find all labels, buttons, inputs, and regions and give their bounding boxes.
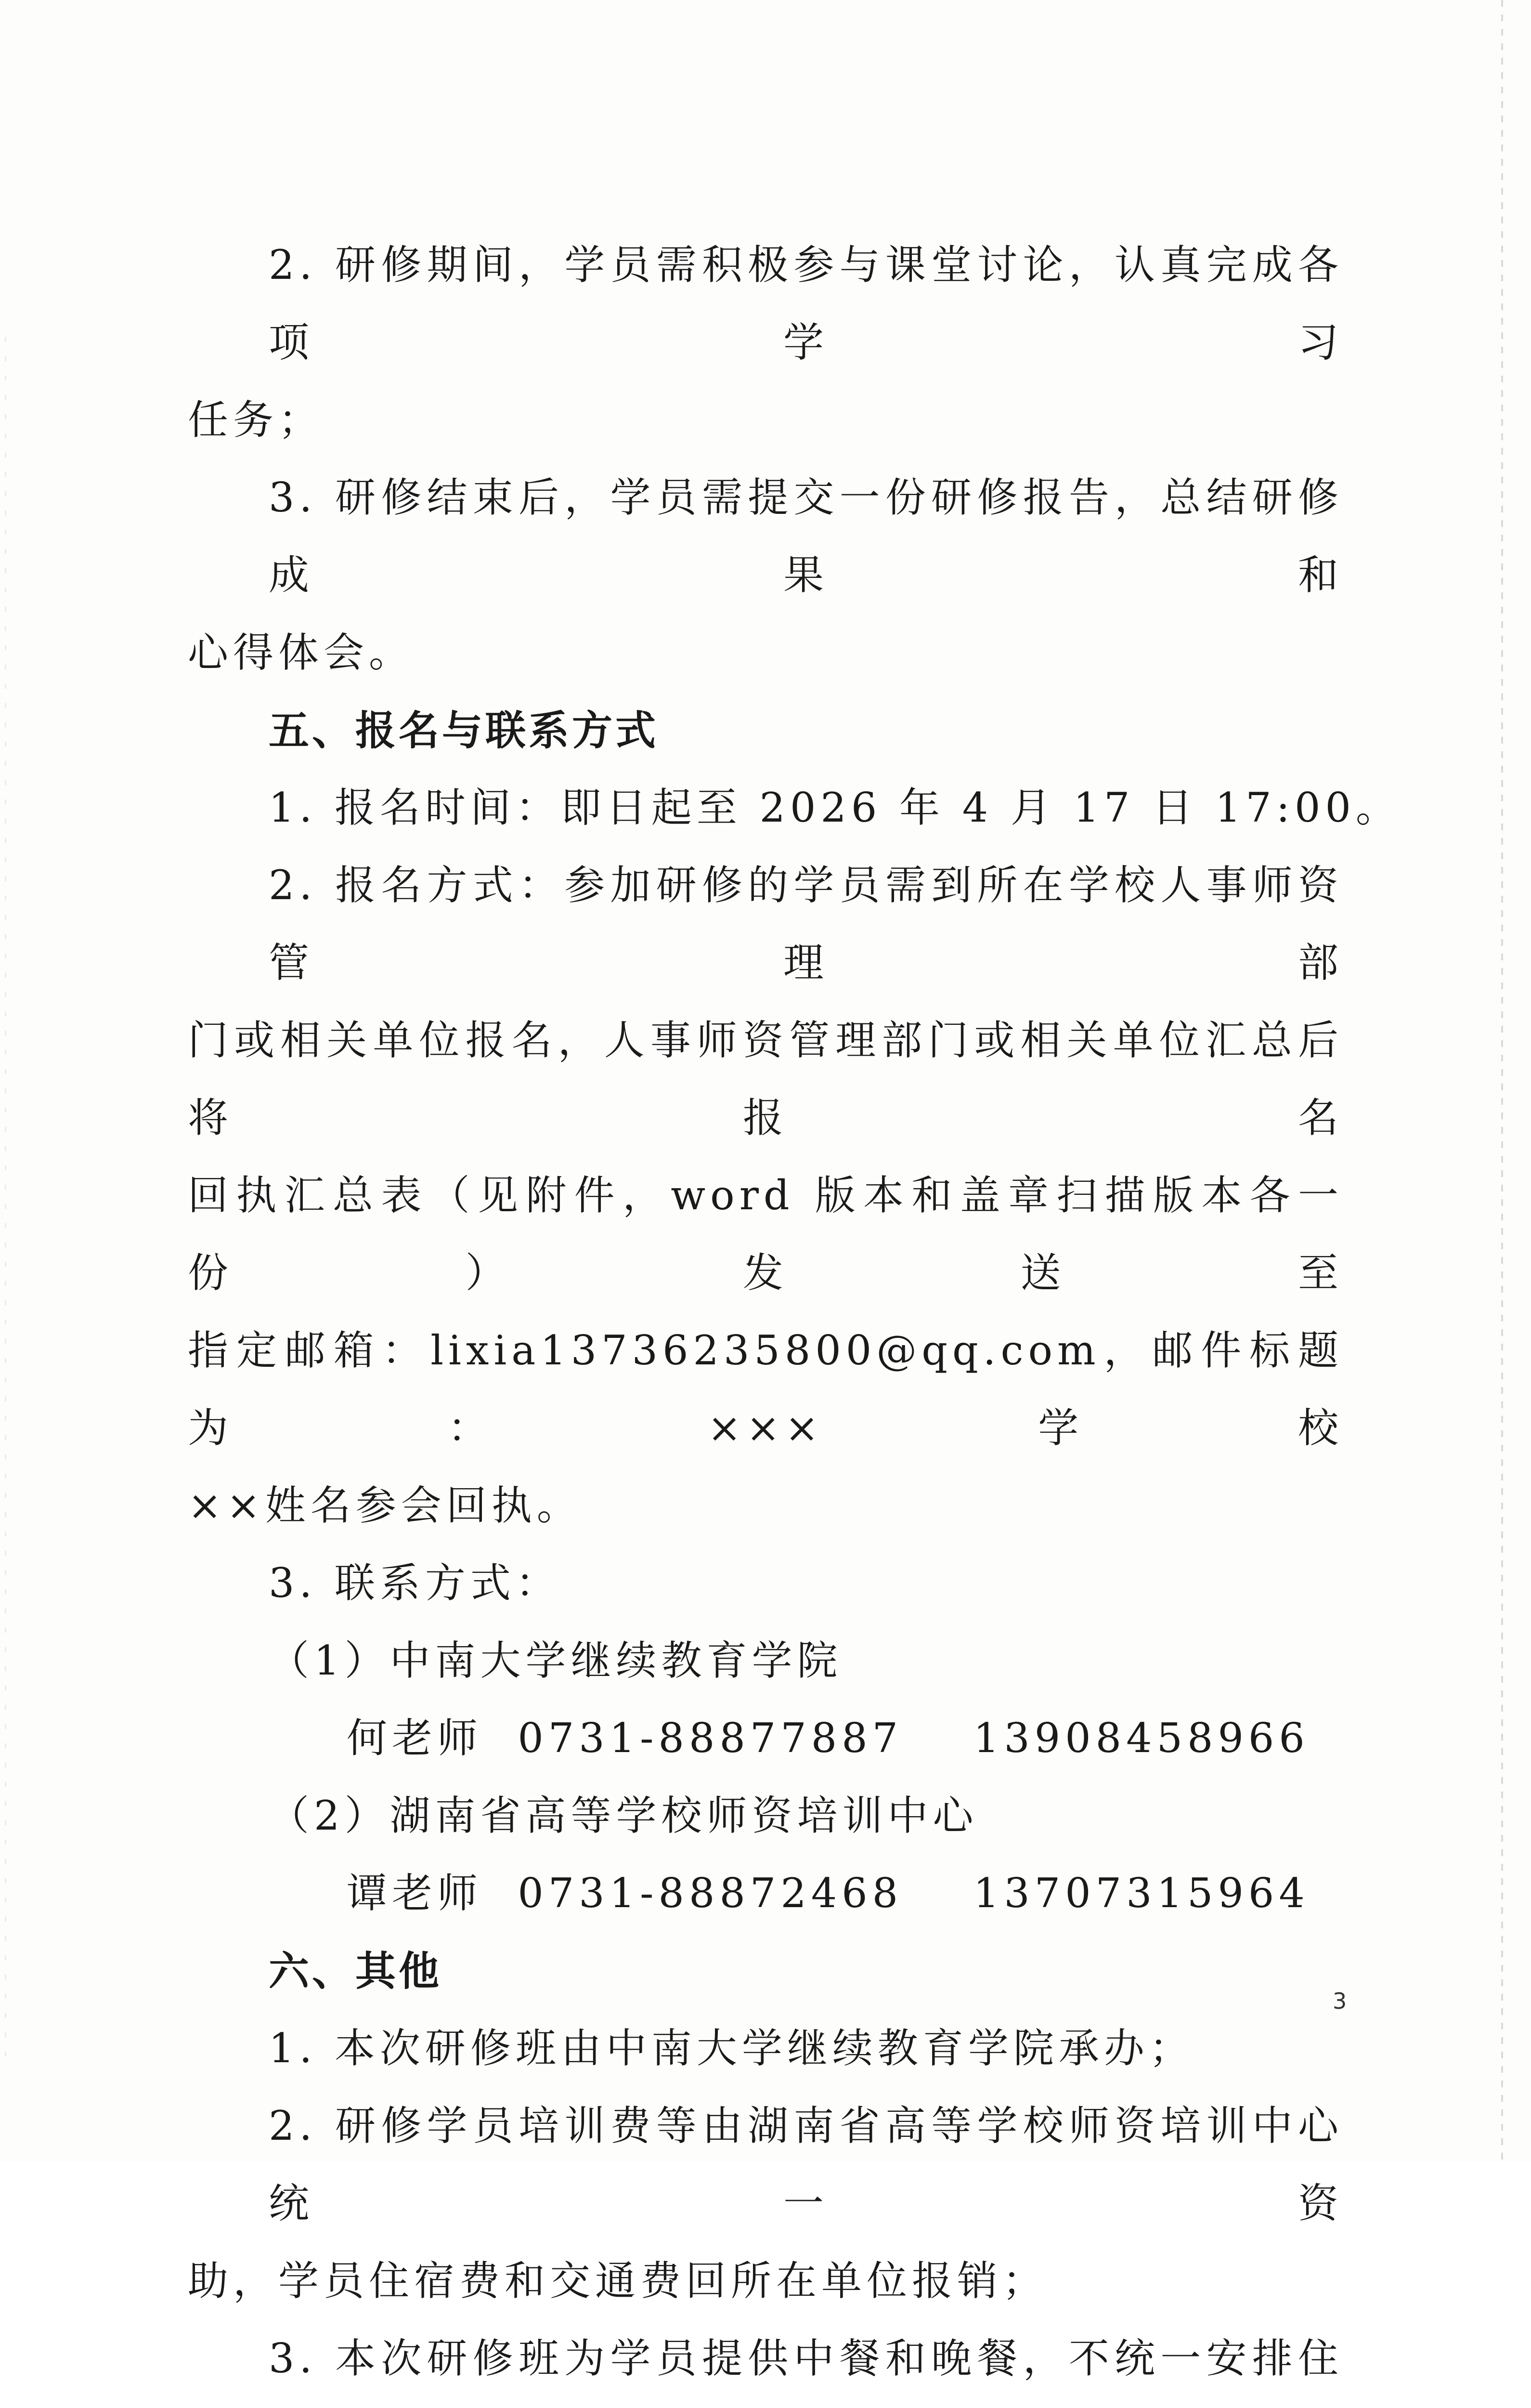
contact-phone-2: 谭老师 0731-88872468 13707315964 (347, 1870, 1310, 1917)
contact-org-1: （1）中南大学继续教育学院 (269, 1637, 843, 1684)
scan-edge-left (5, 337, 6, 2071)
paragraph-line: 门或相关单位报名，人事师资管理部门或相关单位汇总后将报名 (188, 1017, 1343, 1141)
document-body (188, 226, 1401, 2408)
paragraph-line: 2. 报名方式：参加研修的学员需到所在学校人事师资管理部 (269, 862, 1343, 986)
page-number: 3 (1333, 1988, 1347, 2014)
paragraph-line: 2. 研修期间，学员需积极参与课堂讨论，认真完成各项学习 (269, 241, 1343, 366)
paragraph-line: 任务； (188, 396, 324, 444)
section-heading-other: 六、其他 (269, 1947, 442, 1995)
paragraph-line: 1. 本次研修班由中南大学继续教育学院承办； (269, 2025, 1194, 2072)
paragraph-line: 3. 联系方式： (269, 1559, 561, 1607)
paragraph-line: 3. 研修结束后，学员需提交一份研修报告，总结研修成果和 (269, 474, 1343, 599)
section-heading-registration: 五、报名与联系方式 (269, 707, 659, 754)
contact-phone-1: 何老师 0731-88877887 13908458966 (347, 1714, 1310, 1762)
paragraph-line: 2. 研修学员培训费等由湖南省高等学校师资培训中心统一资 (269, 2102, 1343, 2227)
paragraph-line: 心得体会。 (188, 629, 415, 676)
email-line: 指定邮箱：lixia13736235800@qq.com，邮件标题为：×××学校 (188, 1327, 1343, 1452)
scan-edge-right (1501, 0, 1503, 2162)
paragraph-line: 回执汇总表（见附件，word 版本和盖章扫描版本各一份）发送至 (188, 1172, 1343, 1296)
paragraph-line: 1. 报名时间：即日起至 2026 年 4 月 17 日 17:00。 (269, 784, 1401, 831)
contact-org-2: （2）湖南省高等学校师资培训中心 (269, 1792, 978, 1839)
paragraph-line: ××姓名参会回执。 (188, 1482, 582, 1529)
paragraph-line: 3. 本次研修班为学员提供中餐和晚餐，不统一安排住 (269, 2335, 1343, 2382)
paragraph-line: 助，学员住宿费和交通费回所在单位报销； (188, 2257, 1048, 2304)
